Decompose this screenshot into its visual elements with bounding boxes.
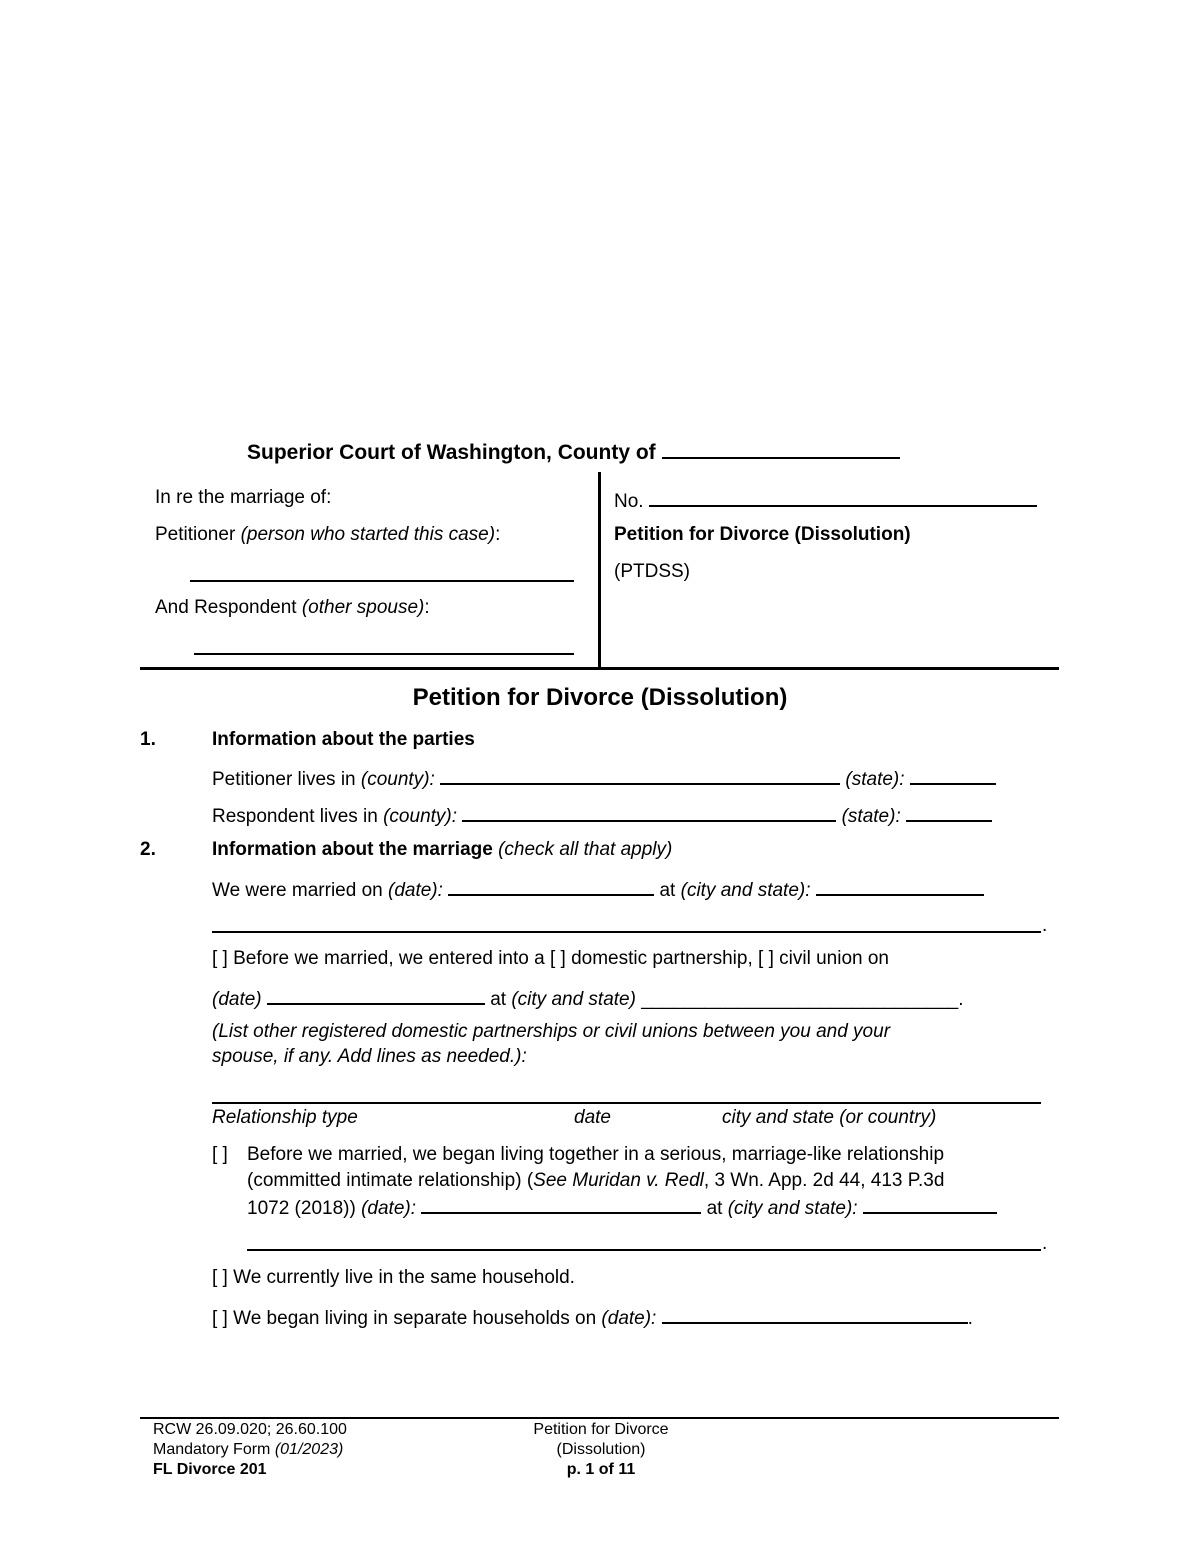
respondent-county-field[interactable]: [462, 802, 836, 822]
cir-line-1: Before we married, we began living together in a serious, marriage-like relationship: [247, 1144, 945, 1165]
case-number-row: No.: [614, 487, 1037, 513]
in-re-label: In re the marriage of:: [155, 487, 332, 508]
cir-line-3: 1072 (2018)) (date): at (city and state):: [247, 1194, 997, 1220]
section2-number: 2.: [140, 839, 156, 860]
caption-vertical-divider: [598, 472, 601, 670]
petitioner-label: Petitioner (person who started this case):: [155, 524, 501, 545]
separate-households-row: [ ] We began living in separate households on (date): .: [212, 1304, 973, 1330]
separate-households-checkbox[interactable]: [ ]: [212, 1308, 228, 1329]
cir-date-field[interactable]: [421, 1194, 701, 1214]
caption-bottom-rule: [140, 667, 1059, 670]
petitioner-county-field[interactable]: [440, 765, 840, 785]
footer-rule: [140, 1417, 1059, 1419]
domestic-partnership-checkbox[interactable]: [ ]: [549, 948, 566, 969]
col-date: date: [574, 1107, 611, 1128]
petitioner-state-field[interactable]: [910, 765, 996, 785]
footer-mandatory-form: Mandatory Form (01/2023): [153, 1441, 344, 1458]
petitioner-name-field[interactable]: [190, 580, 574, 582]
other-partnership-entry-line[interactable]: [212, 1102, 1041, 1104]
petitioner-residence-row: Petitioner lives in (county): (state):: [212, 765, 996, 791]
prior-partnership-date-row: (date) at (city and state) ______________________________.: [212, 985, 964, 1011]
county-field[interactable]: [662, 437, 900, 459]
respondent-state-field[interactable]: [906, 802, 992, 822]
section2-heading-row: Information about the marriage (check all that apply): [212, 839, 673, 860]
respondent-name-field[interactable]: [194, 653, 574, 655]
footer-left: [153, 1420, 347, 1480]
footer-title-1: Petition for Divorce: [533, 1421, 669, 1438]
cir-location-field[interactable]: [863, 1194, 997, 1214]
marriage-location-field[interactable]: [816, 876, 984, 896]
footer-rcw: RCW 26.09.020; 26.60.100: [153, 1421, 347, 1438]
main-title: Petition for Divorce (Dissolution): [412, 684, 788, 711]
footer-form-id: FL Divorce 201: [153, 1461, 267, 1478]
col-city-state: city and state (or country): [722, 1107, 937, 1128]
court-title: Superior Court of Washington, County of: [247, 437, 900, 465]
marriage-date-row: We were married on (date): at (city and state):: [212, 876, 984, 902]
period: .: [1042, 915, 1048, 936]
col-relationship-type: Relationship type: [212, 1107, 358, 1128]
footer-page-number: p. 1 of 11: [566, 1461, 636, 1478]
civil-union-checkbox[interactable]: [ ]: [758, 948, 774, 969]
caption-doc-code: (PTDSS): [614, 561, 690, 582]
list-other-instructions-1: (List other registered domestic partnerships or civil unions between you and your: [212, 1021, 891, 1042]
case-number-field[interactable]: [649, 487, 1037, 507]
prior-partnership-location-field[interactable]: ______________________________: [641, 989, 959, 1010]
list-other-instructions-2: spouse, if any. Add lines as needed.):: [212, 1046, 527, 1067]
prior-partnership-date-field[interactable]: [267, 985, 485, 1005]
footer-center: [500, 1420, 702, 1480]
period: .: [1042, 1233, 1048, 1254]
caption-doc-title: Petition for Divorce (Dissolution): [614, 524, 911, 545]
marriage-date-field[interactable]: [448, 876, 654, 896]
section1-number: 1.: [140, 729, 156, 750]
prior-partnership-checkbox[interactable]: [ ]: [212, 948, 228, 969]
section1-heading: Information about the parties: [212, 729, 475, 750]
marriage-location-field-cont[interactable]: [212, 931, 1041, 933]
same-household-row: [ ] We currently live in the same household.: [212, 1267, 575, 1288]
prior-partnership-row: [ ] Before we married, we entered into a [ ] domestic partnership, [ ] civil union on: [212, 948, 889, 969]
cir-checkbox[interactable]: [ ]: [212, 1144, 228, 1165]
separation-date-field[interactable]: [662, 1304, 968, 1324]
cir-location-field-cont[interactable]: [247, 1249, 1041, 1251]
footer-title-2: (Dissolution): [556, 1441, 646, 1458]
respondent-label: And Respondent (other spouse):: [155, 597, 430, 618]
respondent-residence-row: Respondent lives in (county): (state):: [212, 802, 992, 828]
cir-line-2: (committed intimate relationship) (See Muridan v. Redl, 3 Wn. App. 2d 44, 413 P.3d: [247, 1170, 945, 1191]
same-household-checkbox[interactable]: [ ]: [212, 1267, 228, 1288]
